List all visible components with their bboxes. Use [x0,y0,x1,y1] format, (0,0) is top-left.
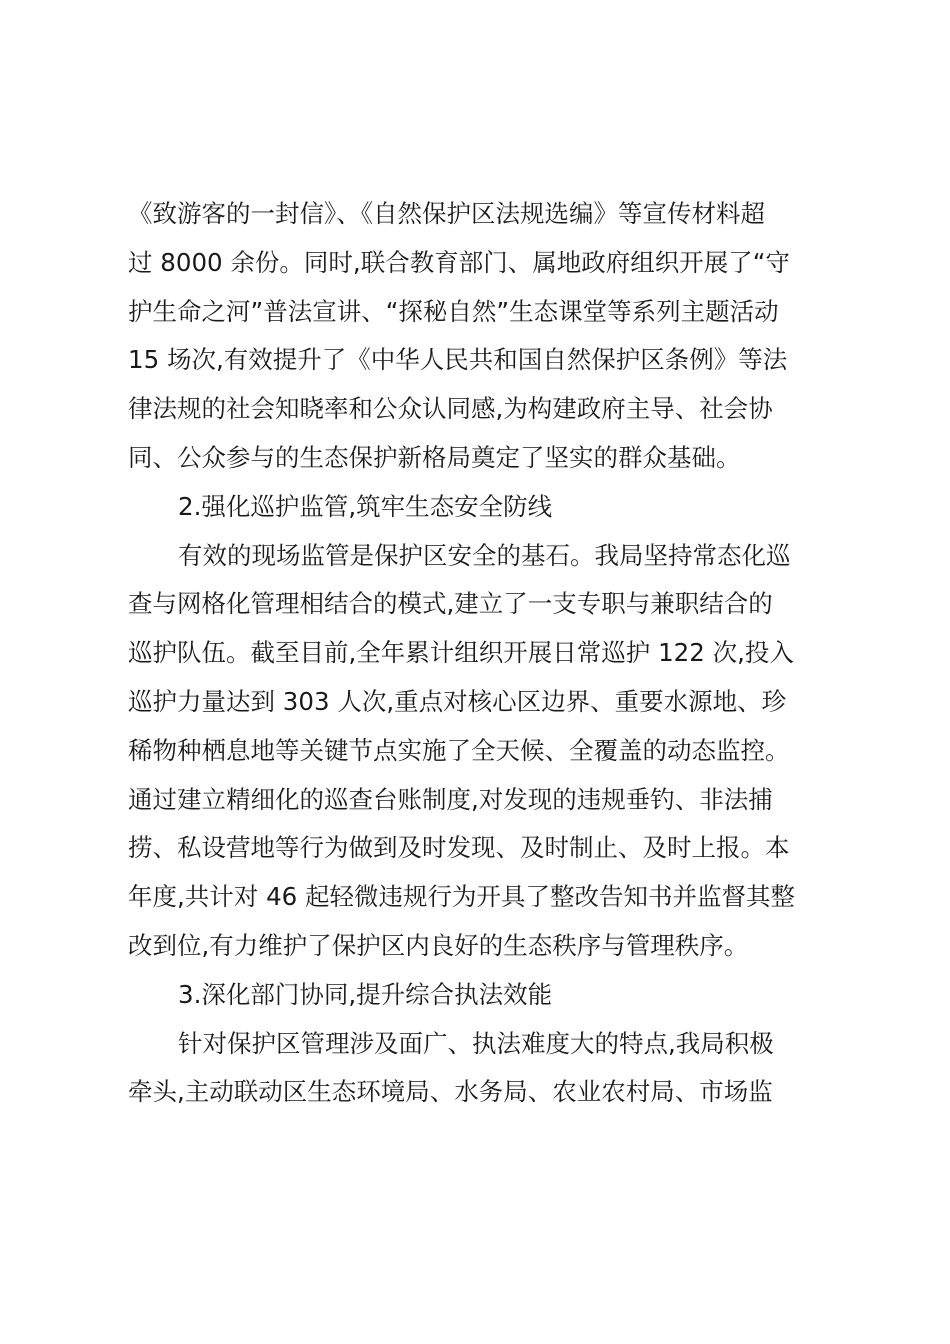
text-line: 同、公众参与的生态保护新格局奠定了坚实的群众基础。 [128,442,741,472]
heading-line: 3.深化部门协同,提升综合执法效能 [178,979,553,1009]
text-line: 律法规的社会知晓率和公众认同感,为构建政府主导、社会协 [128,394,773,424]
text-line: 年度,共计对 46 起轻微违规行为开具了整改告知书并监督其整 [128,882,796,912]
text-line: 捞、私设营地等行为做到及时发现、及时制止、及时上报。本 [128,833,790,863]
text-line: 针对保护区管理涉及面广、执法难度大的特点,我局积极 [178,1028,774,1058]
text-line: 改到位,有力维护了保护区内良好的生态秩序与管理秩序。 [128,930,749,960]
text-line: 巡护力量达到 303 人次,重点对核心区边界、重要水源地、珍 [128,686,787,716]
text-line: 稀物种栖息地等关键节点实施了全天候、全覆盖的动态监控。 [128,735,790,765]
section-heading-3 [128,971,822,1020]
text-line: 通过建立精细化的巡查台账制度,对发现的违规垂钓、非法捕 [128,784,773,814]
paragraph-department-coordination [128,1020,822,1118]
text-line: 过 8000 余份。同时,联合教育部门、属地政府组织开展了“守 [128,247,790,277]
text-line: 15 场次,有效提升了《中华人民共和国自然保护区条例》等法 [128,345,788,375]
text-line: 《致游客的一封信》、《自然保护区法规选编》等宣传材料超 [128,199,765,228]
section-heading-2 [128,483,822,532]
document-body [128,190,822,1117]
text-line: 有效的现场监管是保护区安全的基石。我局坚持常态化巡 [178,540,791,570]
paragraph-publicity-results [128,190,822,483]
heading-line: 2.强化巡护监管,筑牢生态安全防线 [178,491,553,521]
text-line: 查与网格化管理相结合的模式,建立了一支专职与兼职结合的 [128,589,773,619]
text-line: 巡护队伍。截至目前,全年累计组织开展日常巡护 122 次,投入 [128,638,794,668]
paragraph-patrol-supervision [128,532,822,971]
text-line: 牵头,主动联动区生态环境局、水务局、农业农村局、市场监 [128,1077,773,1107]
text-line: 护生命之河”普法宣讲、“探秘自然”生态课堂等系列主题活动 [128,296,779,326]
